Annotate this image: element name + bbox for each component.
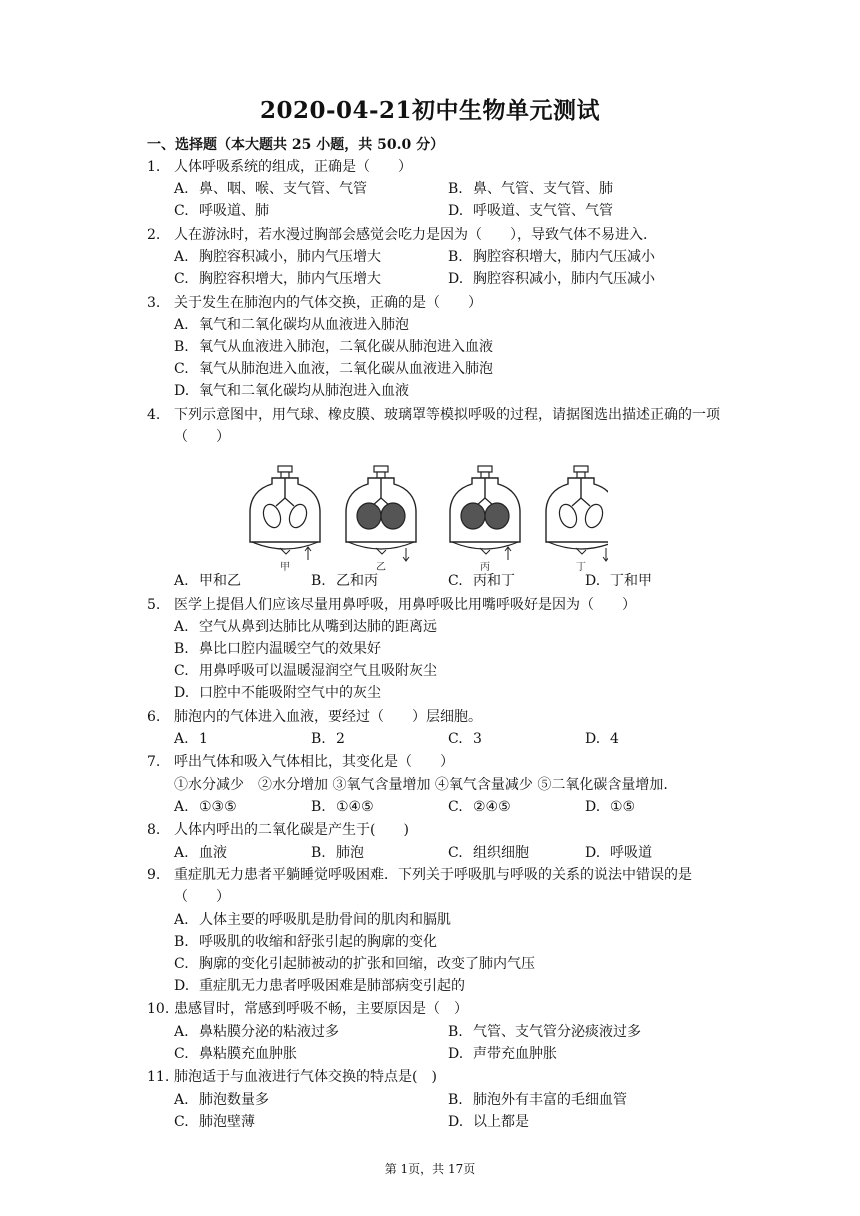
option-letter: B.: [311, 799, 326, 815]
option-b: [448, 246, 655, 268]
option-a: [174, 728, 208, 750]
option-c: [174, 660, 437, 682]
option-text: 呼吸道、支气管、气管: [473, 203, 613, 219]
question-number: 1.: [147, 159, 161, 175]
model-ding: [546, 466, 608, 573]
option-letter: C.: [174, 271, 189, 287]
option-text: 鼻、咽、喉、支气管、气管: [199, 181, 367, 197]
option-letter: A.: [174, 317, 189, 333]
option-letter: D.: [585, 845, 601, 861]
option-letter: C.: [448, 731, 463, 747]
question-number: 4.: [147, 407, 161, 423]
option-a: [174, 1021, 339, 1043]
question-stem: 重症肌无力患者平躺睡觉呼吸困难．下列关于呼吸肌与呼吸的关系的说法中错误的是（ ）: [174, 867, 692, 905]
option-text: 胸廓的变化引起肺被动的扩张和回缩，改变了肺内气压: [199, 956, 535, 972]
option-letter: D.: [174, 978, 190, 994]
option-letter: C.: [174, 1046, 189, 1062]
question-stem: 人体内呼出的二氧化碳是产生于( ): [174, 822, 409, 838]
option-text: 胸腔容积减小，肺内气压增大: [199, 249, 381, 265]
option-text: 鼻粘膜分泌的粘液过多: [199, 1024, 339, 1040]
option-text: 肺泡: [336, 845, 364, 861]
option-letter: C.: [174, 956, 189, 972]
option-d: [585, 570, 652, 592]
option-b: [174, 931, 437, 953]
option-letter: D.: [448, 1114, 464, 1130]
option-d: [174, 975, 465, 997]
option-letter: A.: [174, 619, 189, 635]
label-yi: 乙: [376, 562, 386, 573]
option-text: ①③⑤: [199, 799, 237, 815]
question-number: 10.: [147, 1001, 170, 1017]
option-letter: C.: [448, 799, 463, 815]
option-text: 重症肌无力患者呼吸困难是肺部病变引起的: [199, 978, 465, 994]
breathing-model-figure: [248, 464, 608, 574]
page-footer: 第 1页，共 17页: [384, 1162, 476, 1176]
option-letter: B.: [448, 1024, 463, 1040]
label-bing: 丙: [480, 562, 490, 573]
question-stem: 医学上提倡人们应该尽量用鼻呼吸，用鼻呼吸比用嘴呼吸好是因为（ ）: [174, 597, 636, 613]
option-d: [448, 200, 613, 222]
option-letter: B.: [311, 845, 326, 861]
option-a: [174, 842, 227, 864]
option-a: [174, 314, 409, 336]
option-text: 丙和丁: [473, 573, 515, 589]
option-b: [174, 336, 493, 358]
option-text: 肺泡外有丰富的毛细血管: [473, 1092, 627, 1108]
option-text: 3: [473, 731, 482, 747]
option-text: 鼻、气管、支气管、肺: [473, 181, 613, 197]
option-text: 气管、支气管分泌痰液过多: [473, 1024, 641, 1040]
option-letter: D.: [585, 731, 601, 747]
option-letter: A.: [174, 731, 189, 747]
question-stem: 肺泡适于与血液进行气体交换的特点是( ): [174, 1069, 437, 1085]
option-text: 呼吸道: [610, 845, 652, 861]
model-yi: [346, 466, 416, 573]
option-text: ①⑤: [610, 799, 636, 815]
option-text: 声带充血肿胀: [473, 1046, 557, 1062]
option-letter: A.: [174, 799, 189, 815]
option-text: 甲和乙: [199, 573, 241, 589]
option-letter: C.: [448, 573, 463, 589]
option-text: 肺泡壁薄: [199, 1114, 255, 1130]
question-number: 3.: [147, 295, 161, 311]
option-d: [448, 1043, 557, 1065]
option-c: [174, 200, 269, 222]
option-letter: C.: [174, 1114, 189, 1130]
option-letter: A.: [174, 181, 189, 197]
option-d: [448, 268, 655, 290]
option-text: 呼吸道、肺: [199, 203, 269, 219]
option-text: 氧气从肺泡进入血液，二氧化碳从血液进入肺泡: [199, 361, 493, 377]
option-letter: C.: [174, 663, 189, 679]
option-letter: D.: [448, 203, 464, 219]
option-text: 胸腔容积增大，肺内气压增大: [199, 271, 381, 287]
option-letter: D.: [174, 383, 190, 399]
option-text: 呼吸肌的收缩和舒张引起的胸廓的变化: [199, 934, 437, 950]
option-c: [174, 268, 381, 290]
option-b: [448, 1021, 641, 1043]
option-letter: A.: [174, 1024, 189, 1040]
option-text: 4: [610, 731, 619, 747]
section-heading: 一、选择题（本大题共 25 小题，共 50.0 分）: [147, 137, 445, 153]
option-b: [311, 570, 378, 592]
option-letter: A.: [174, 912, 189, 928]
option-text: 用鼻呼吸可以温暖湿润空气且吸附灰尘: [199, 663, 437, 679]
option-d: [174, 682, 381, 704]
question-stem: 人在游泳时，若水漫过胸部会感觉会吃力是因为（ ），导致气体不易进入.: [174, 227, 648, 243]
option-c: [448, 796, 511, 818]
model-jia: [250, 466, 320, 573]
label-jia: 甲: [280, 562, 290, 573]
option-d: [585, 728, 619, 750]
option-text: 乙和丙: [336, 573, 378, 589]
question-number: 11.: [147, 1069, 170, 1085]
option-letter: D.: [174, 685, 190, 701]
option-c: [448, 842, 529, 864]
option-letter: B.: [448, 1092, 463, 1108]
question-number: 6.: [147, 709, 161, 725]
option-text: 肺泡数量多: [199, 1092, 269, 1108]
option-a: [174, 1089, 269, 1111]
option-b: [448, 1089, 627, 1111]
option-letter: C.: [448, 845, 463, 861]
question-number: 9.: [147, 867, 161, 883]
option-letter: B.: [174, 641, 189, 657]
option-b: [448, 178, 613, 200]
option-a: [174, 616, 437, 638]
option-c: [174, 1111, 255, 1133]
option-text: ②④⑤: [473, 799, 511, 815]
question-stem: 下列示意图中，用气球、橡皮膜、玻璃罩等模拟呼吸的过程，请据图选出描述正确的一项（ ）: [174, 407, 720, 445]
question-stem: 患感冒时，常感到呼吸不畅，主要原因是（ ）: [174, 1001, 468, 1017]
question-number: 7.: [147, 754, 161, 770]
option-c: [448, 728, 482, 750]
option-letter: B.: [448, 249, 463, 265]
option-text: ①④⑤: [336, 799, 374, 815]
option-letter: D.: [585, 799, 601, 815]
question-number: 2.: [147, 227, 161, 243]
option-a: [174, 570, 241, 592]
question-stem: 人体呼吸系统的组成，正确是（ ）: [174, 159, 412, 175]
option-text: 胸腔容积减小，肺内气压减小: [473, 271, 655, 287]
option-letter: A.: [174, 249, 189, 265]
option-text: 组织细胞: [473, 845, 529, 861]
question-number: 8.: [147, 822, 161, 838]
option-b: [174, 638, 381, 660]
option-a: [174, 178, 367, 200]
option-a: [174, 246, 381, 268]
option-letter: B.: [311, 731, 326, 747]
question-7-statements: ①水分减少 ②水分增加 ③氧气含量增加 ④氧气含量减少 ⑤二氧化碳含量增加.: [174, 777, 668, 793]
question-stem: 关于发生在肺泡内的气体交换，正确的是（ ）: [174, 295, 482, 311]
option-text: 氧气和二氧化碳均从肺泡进入血液: [199, 383, 409, 399]
option-d: [448, 1111, 529, 1133]
option-d: [585, 842, 652, 864]
label-ding: 丁: [576, 562, 586, 573]
option-text: 血液: [199, 845, 227, 861]
option-text: 氧气和二氧化碳均从血液进入肺泡: [199, 317, 409, 333]
option-letter: B.: [174, 934, 189, 950]
option-b: [311, 842, 364, 864]
option-text: 人体主要的呼吸肌是肋骨间的肌肉和膈肌: [199, 912, 451, 928]
question-stem: 呼出气体和吸入气体相比，其变化是（ ）: [174, 754, 454, 770]
option-a: [174, 909, 451, 931]
question-number: 5.: [147, 597, 161, 613]
option-text: 2: [336, 731, 345, 747]
option-letter: B.: [448, 181, 463, 197]
option-text: 以上都是: [473, 1114, 529, 1130]
option-b: [311, 796, 374, 818]
option-c: [174, 953, 535, 975]
model-bing: [450, 466, 520, 573]
page-title: 2020-04-21初中生物单元测试: [259, 97, 601, 124]
option-d: [174, 380, 409, 402]
option-text: 氧气从血液进入肺泡，二氧化碳从肺泡进入血液: [199, 339, 493, 355]
option-letter: A.: [174, 845, 189, 861]
option-b: [311, 728, 345, 750]
option-a: [174, 796, 237, 818]
option-letter: B.: [174, 339, 189, 355]
option-c: [174, 358, 493, 380]
option-text: 胸腔容积增大，肺内气压减小: [473, 249, 655, 265]
option-letter: A.: [174, 1092, 189, 1108]
option-letter: C.: [174, 203, 189, 219]
option-text: 空气从鼻到达肺比从嘴到达肺的距离远: [199, 619, 437, 635]
option-text: 口腔中不能吸附空气中的灰尘: [199, 685, 381, 701]
option-letter: A.: [174, 573, 189, 589]
option-c: [174, 1043, 297, 1065]
option-d: [585, 796, 635, 818]
option-letter: B.: [311, 573, 326, 589]
option-letter: D.: [448, 271, 464, 287]
option-letter: D.: [448, 1046, 464, 1062]
option-text: 丁和甲: [610, 573, 652, 589]
option-letter: C.: [174, 361, 189, 377]
option-text: 鼻比口腔内温暖空气的效果好: [199, 641, 381, 657]
question-stem: 肺泡内的气体进入血液，要经过（ ）层细胞。: [174, 709, 482, 725]
option-c: [448, 570, 515, 592]
option-letter: D.: [585, 573, 601, 589]
option-text: 1: [199, 731, 208, 747]
option-text: 鼻粘膜充血肿胀: [199, 1046, 297, 1062]
